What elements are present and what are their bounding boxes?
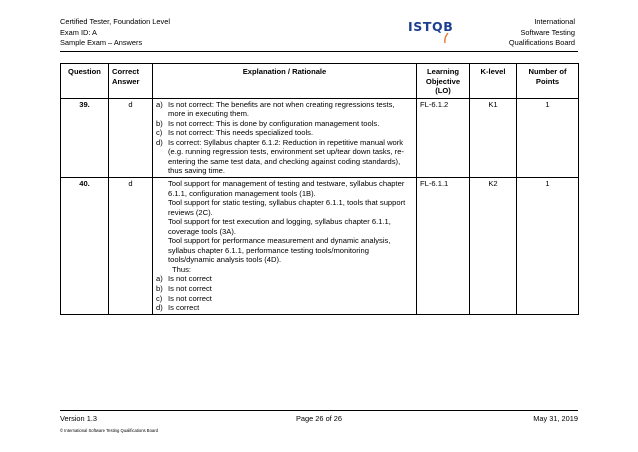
header-title: Certified Tester, Foundation Level (60, 17, 170, 26)
k-level: K2 (470, 178, 517, 315)
footer-version: Version 1.3 (60, 414, 97, 423)
learning-objective: FL-6.1.1 (417, 178, 470, 315)
correct-answer: d (109, 98, 153, 177)
option-item: d) Is correct: Syllabus chapter 6.1.2: Reduction in repetitive manual work (e.g. running regression tests, environment set up/tear down tasks, re-entering the same test data, and checking against coding standards), thus saving time. (156, 137, 404, 176)
option-item: c) Is not correct (156, 293, 212, 303)
explanation-paragraph: Tool support for static testing, syllabus chapter 6.1.1, tools that support reviews (2C). (168, 198, 406, 217)
header-org-line-2: Software Testing (520, 27, 575, 37)
footer-copyright: © International Software Testing Qualifications Board (60, 428, 158, 433)
col-question: Question (61, 64, 109, 99)
option-item: a) Is not correct: The benefits are not when creating regressions tests, more in executing them. (156, 99, 395, 119)
option-item: a) Is not correct (156, 274, 212, 284)
points: 1 (517, 98, 579, 177)
header-org-line-1: International (534, 17, 575, 26)
explanation-paragraph: Tool support for performance measurement and dynamic analysis, syllabus chapter 6.1.1, performance testing tools/monitoring tools/dynamic analysis tools (4D). (168, 236, 391, 265)
footer-date: May 31, 2019 (533, 414, 578, 423)
header-exam-id: Exam ID: A (60, 27, 97, 37)
header-org-line-3: Qualifications Board (508, 38, 575, 48)
question-number: 40. (61, 178, 109, 315)
option-item: d) Is correct (156, 303, 200, 313)
learning-objective: FL-6.1.2 (417, 98, 470, 177)
explanation-paragraph: Tool support for management of testing and testware, syllabus chapter 6.1.1, configuration management tools (1B). (168, 179, 405, 198)
header-divider (60, 51, 578, 52)
answers-table (60, 63, 579, 315)
option-item: b) Is not correct (156, 284, 212, 294)
thus-label: Thus: (172, 264, 191, 274)
header-subtitle: Sample Exam – Answers (60, 38, 143, 48)
footer-divider (60, 410, 578, 411)
explanation (153, 178, 417, 315)
question-number: 39. (61, 98, 109, 177)
footer-page-number: Page 26 of 26 (295, 414, 343, 423)
col-k-level: K-level (470, 64, 517, 99)
istqb-logo (408, 20, 472, 44)
col-correct-answer: Correct Answer (109, 64, 153, 99)
logo-text: ISTQB (408, 19, 454, 34)
col-learning-objective: Learning Objective (LO) (417, 64, 470, 99)
correct-answer: d (109, 178, 153, 315)
logo-swoosh-icon (442, 33, 452, 43)
points: 1 (517, 178, 579, 315)
explanation-paragraph: Tool support for test execution and logging, syllabus chapter 6.1.1, coverage tools (3A). (168, 217, 391, 236)
table-row (61, 178, 579, 315)
option-item: b) Is not correct: This is done by configuration management tools. (156, 118, 380, 128)
option-item: c) Is not correct: This needs specialized tools. (156, 128, 314, 138)
col-explanation: Explanation / Rationale (153, 64, 417, 99)
k-level: K1 (470, 98, 517, 177)
table-row (61, 98, 579, 177)
col-points: Number of Points (517, 64, 579, 99)
header-right (509, 17, 575, 49)
explanation (153, 98, 417, 177)
table-header-row (61, 64, 579, 99)
header-left (60, 17, 170, 49)
